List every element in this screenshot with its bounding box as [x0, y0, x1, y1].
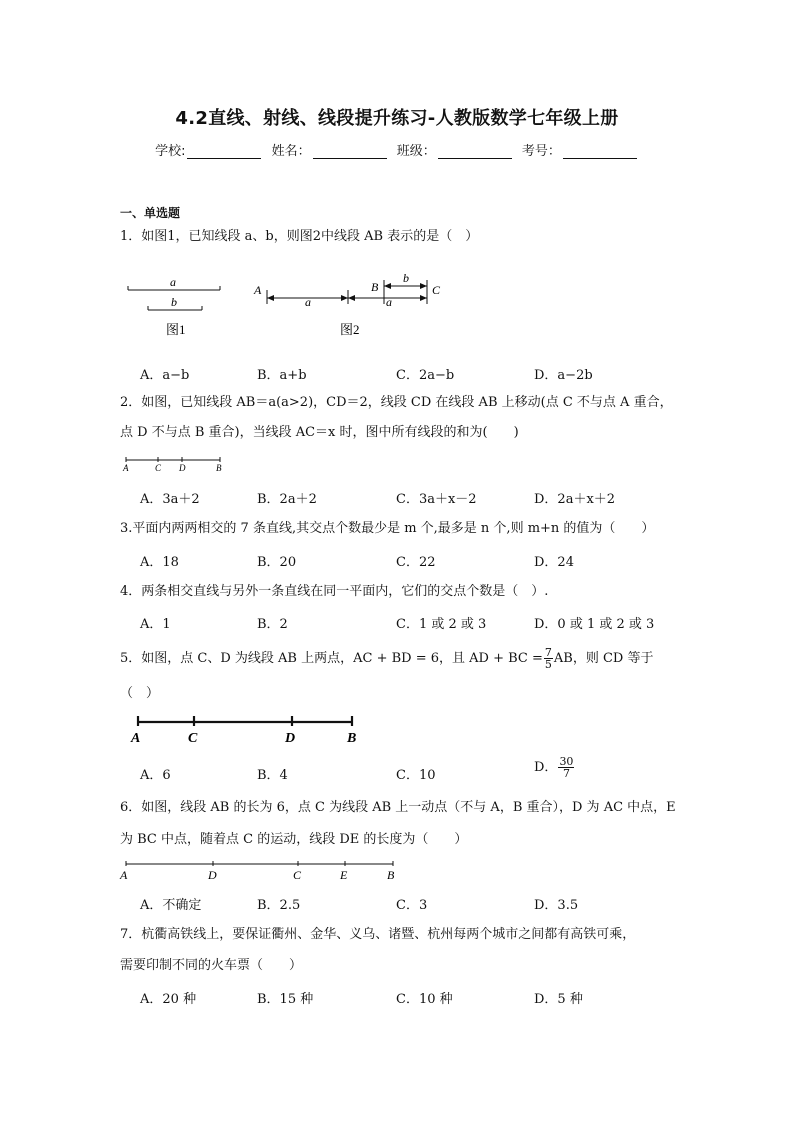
- fig2-label-C: C: [432, 283, 441, 297]
- question-7-line-2: 需要印制不同的火车票（ ）: [120, 958, 303, 973]
- fig1-caption: 图1: [166, 322, 186, 337]
- q5-option-d-label: D．: [534, 760, 558, 775]
- q6-point-C: C: [293, 868, 302, 882]
- question-4-options: [140, 613, 700, 633]
- q2-option-a[interactable]: A．3a＋2: [140, 492, 200, 507]
- q5-fraction: [544, 647, 553, 670]
- question-5-options: [140, 755, 700, 784]
- fig2-label-A: A: [254, 283, 262, 297]
- fig2-label-b: b: [403, 271, 409, 285]
- question-3-text: 3.平面内两两相交的 7 条直线,其交点个数最少是 m 个,最多是 n 个,则 m+n 的值为（ ）: [120, 521, 655, 536]
- q5-point-B: B: [347, 731, 357, 746]
- q1-option-b[interactable]: B．a+b: [257, 368, 307, 383]
- q5-optd-num: 30: [559, 755, 574, 768]
- question-5-line-2: （ ）: [120, 686, 160, 701]
- q4-option-b[interactable]: B．2: [257, 617, 288, 632]
- question-2-options: [140, 488, 700, 508]
- q5-text-after: AB，则 CD 等于: [553, 651, 654, 666]
- school-blank[interactable]: [187, 144, 261, 159]
- class-label: 班级：: [396, 144, 436, 159]
- question-6-line-1: 6．如图，线段 AB 的长为 6，点 C 为线段 AB 上一动点（不与 A，B 重合），D 为 AC 中点，E: [120, 800, 676, 815]
- q3-option-d[interactable]: D．24: [534, 555, 574, 570]
- exam-number-label: 考号：: [521, 144, 561, 159]
- question-6-options: [140, 894, 700, 914]
- q6-option-a[interactable]: A．不确定: [140, 898, 202, 913]
- q2-option-c[interactable]: C．3a＋x－2: [396, 492, 477, 507]
- q5-point-A: A: [131, 731, 141, 746]
- name-label: 姓名：: [271, 144, 311, 159]
- q7-option-a[interactable]: A．20 种: [140, 992, 197, 1007]
- name-blank[interactable]: [313, 144, 387, 159]
- q6-point-B: B: [387, 868, 395, 882]
- question-6-line-2: 为 BC 中点，随着点 C 的运动，线段 DE 的长度为（ ）: [120, 832, 468, 847]
- fig2-label-B: B: [371, 280, 379, 294]
- q5-option-d[interactable]: [534, 756, 575, 779]
- fig2-label-a1: a: [305, 295, 311, 309]
- exam-number-blank[interactable]: [563, 144, 637, 159]
- q5-option-a[interactable]: A．6: [140, 768, 171, 783]
- student-info-line: [0, 140, 794, 159]
- section-heading: 一、单选题: [120, 206, 181, 220]
- q4-option-a[interactable]: A．1: [140, 617, 171, 632]
- question-4-text: 4．两条相交直线与另外一条直线在同一平面内，它们的交点个数是（ ）.: [120, 584, 549, 599]
- question-1-text: 1．如图1，已知线段 a、b，则图2中线段 AB 表示的是（ ）: [120, 229, 479, 244]
- worksheet-title: 4.2直线、射线、线段提升练习-人教版数学七年级上册: [175, 108, 619, 129]
- q1-option-a[interactable]: A．a−b: [140, 368, 190, 383]
- fig2-label-a2: a: [386, 295, 392, 309]
- q4-option-d[interactable]: D．0 或 1 或 2 或 3: [534, 617, 655, 632]
- q7-option-d[interactable]: D．5 种: [534, 992, 583, 1007]
- q6-option-c[interactable]: C．3: [396, 898, 428, 913]
- q3-option-a[interactable]: A．18: [140, 555, 179, 570]
- q6-point-A: A: [120, 868, 128, 882]
- fig2-caption: 图2: [340, 322, 360, 337]
- question-3-options: [140, 551, 700, 571]
- q2-point-A: A: [123, 463, 129, 473]
- q5-optd-den: 7: [562, 767, 570, 780]
- question-1-figure: [120, 270, 460, 342]
- q5-text-before: 5．如图，点 C、D 为线段 AB 上两点，AC + BD = 6，且 AD + BC =: [120, 651, 543, 666]
- q6-option-b[interactable]: B．2.5: [257, 898, 301, 913]
- q5-frac-num: 7: [544, 646, 552, 659]
- q4-option-c[interactable]: C．1 或 2 或 3: [396, 617, 487, 632]
- q2-point-D: D: [179, 463, 186, 473]
- question-2-line-1: 2．如图，已知线段 AB＝a(a>2)，CD＝2，线段 CD 在线段 AB 上移动(点 C 不与点 A 重合，: [120, 395, 673, 410]
- q5-option-c[interactable]: C．10: [396, 768, 436, 783]
- q7-option-b[interactable]: B．15 种: [257, 992, 314, 1007]
- q5-option-b[interactable]: B．4: [257, 768, 288, 783]
- class-blank[interactable]: [438, 144, 512, 159]
- q7-option-c[interactable]: C．10 种: [396, 992, 453, 1007]
- fig1-label-b: b: [171, 295, 177, 309]
- question-2-line-2: 点 D 不与点 B 重合)，当线段 AC＝x 时，图中所有线段的和为( ): [120, 425, 519, 440]
- q6-option-d[interactable]: D．3.5: [534, 898, 579, 913]
- q1-option-c[interactable]: C．2a−b: [396, 368, 455, 383]
- q5-point-D: D: [285, 731, 296, 746]
- question-1-options: [140, 364, 700, 384]
- q6-point-D: D: [208, 868, 217, 882]
- q6-point-E: E: [340, 868, 348, 882]
- q2-point-B: B: [216, 463, 222, 473]
- fig1-label-a: a: [170, 275, 176, 289]
- q5-option-d-fraction: [558, 756, 574, 779]
- question-5-line-1: [120, 647, 653, 670]
- q1-option-d[interactable]: D．a−2b: [534, 368, 593, 383]
- q3-option-b[interactable]: B．20: [257, 555, 297, 570]
- question-7-options: [140, 988, 700, 1008]
- question-5-figure: [128, 712, 368, 748]
- q2-option-b[interactable]: B．2a＋2: [257, 492, 317, 507]
- q2-point-C: C: [155, 463, 162, 473]
- question-2-figure: [120, 452, 230, 474]
- q5-point-C: C: [188, 731, 198, 746]
- q3-option-c[interactable]: C．22: [396, 555, 436, 570]
- q2-option-d[interactable]: D．2a＋x＋2: [534, 492, 616, 507]
- school-label: 学校:: [155, 144, 186, 159]
- question-6-figure: [118, 858, 408, 886]
- q5-frac-den: 5: [544, 658, 552, 671]
- question-7-line-1: 7．杭衢高铁线上，要保证衢州、金华、义乌、诸暨、杭州每两个城市之间都有高铁可乘，: [120, 927, 636, 942]
